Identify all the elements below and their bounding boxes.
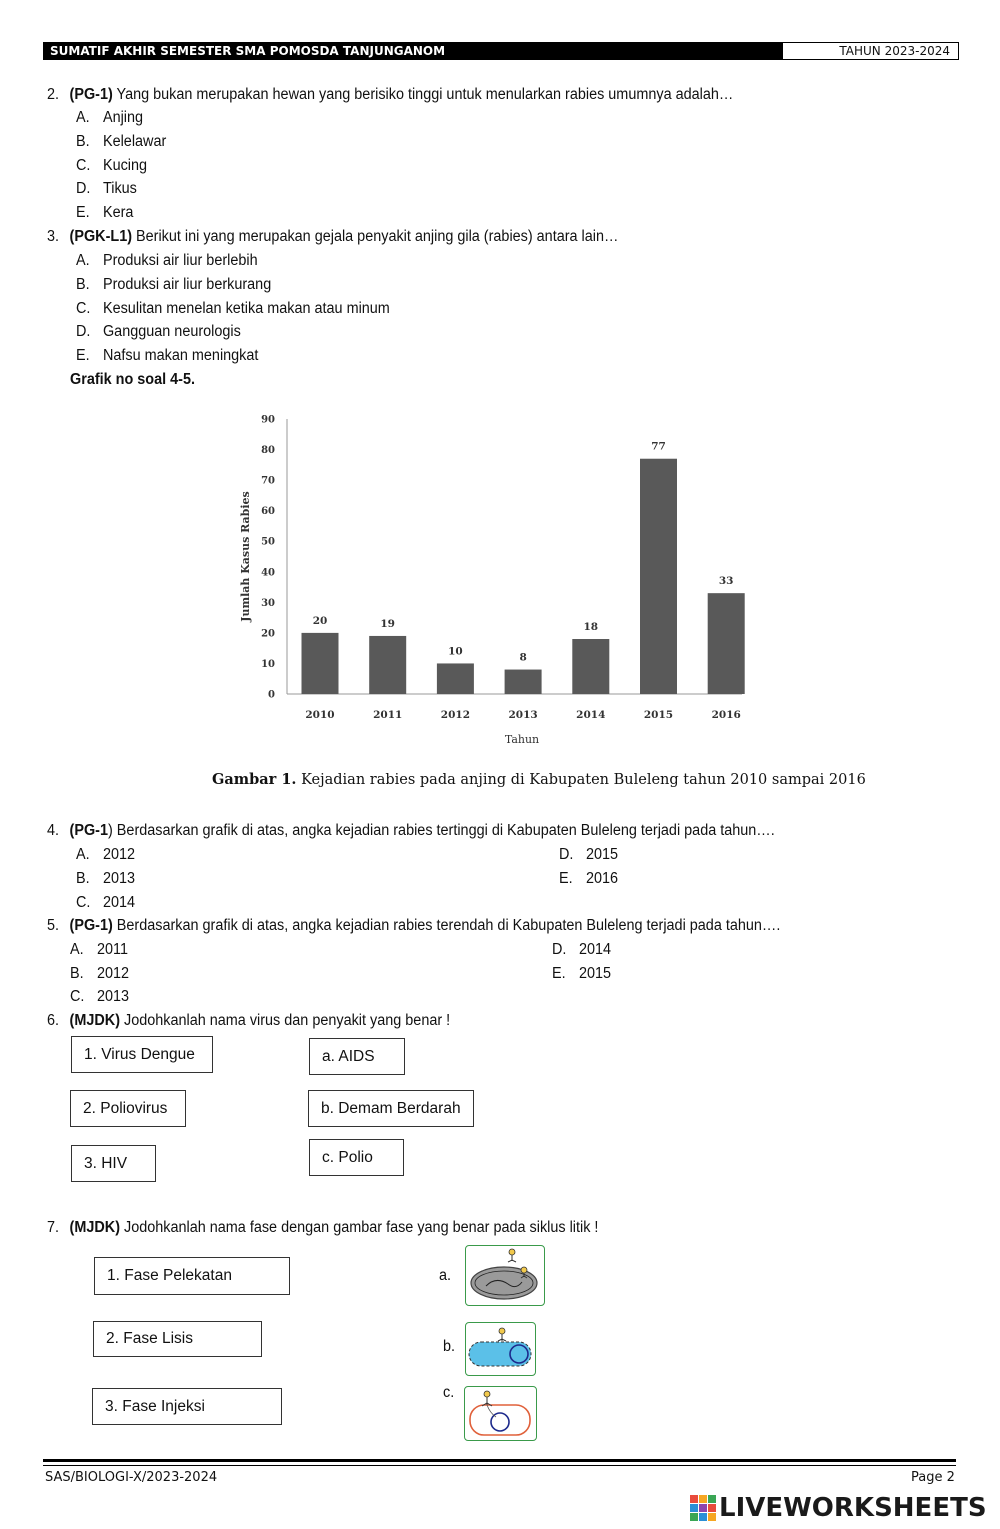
document-header-year: TAHUN 2023-2024 [782,42,959,60]
question-tag: (PGK-L1) [69,228,133,245]
option-letter: E. [76,347,90,364]
match-right-aids[interactable]: a. AIDS [309,1038,405,1075]
question-tag: (MJDK) [69,1012,121,1029]
question-tag: (PG-1 [69,822,109,839]
y-tick-label: 70 [261,475,275,487]
x-tick-label: 2012 [440,709,471,721]
bar-value-label: 33 [718,575,734,588]
match-left-hiv[interactable]: 3. HIV [71,1145,156,1182]
bar-value-label: 20 [312,614,328,627]
footer-divider [43,1459,956,1462]
option-text: Kelelawar [102,133,167,150]
y-tick-label: 90 [261,414,275,426]
question-4 [47,821,775,841]
match-left-fase-injeksi[interactable]: 3. Fase Injeksi [92,1388,282,1425]
match-left-fase-pelekatan[interactable]: 1. Fase Pelekatan [94,1257,290,1295]
option-letter: B. [76,870,90,887]
liveworksheets-logo-icon [690,1495,716,1521]
answer-option[interactable] [552,964,611,984]
answer-option[interactable] [76,132,166,152]
option-text: Produksi air liur berlebih [102,252,258,269]
bar-value-label: 77 [651,440,666,453]
question-text: ) Berdasarkan grafik di atas, angka kejadian rabies tertinggi di Kabupaten Buleleng terjadi pada tahun…. [108,822,775,839]
answer-option[interactable] [76,251,258,271]
bar-2013 [505,670,542,694]
option-letter: A. [70,941,84,958]
phase-image-c[interactable] [464,1386,537,1441]
option-letter: D. [76,180,91,197]
question-text: Berikut ini yang merupakan gejala penyakit anjing gila (rabies) antara lain… [132,228,619,245]
document-header-title: SUMATIF AKHIR SEMESTER SMA POMOSDA TANJUNGANOM [43,42,782,60]
option-letter: E. [559,870,573,887]
chart-svg [230,405,790,750]
y-tick-label: 80 [261,445,275,457]
answer-option[interactable] [559,869,618,889]
option-letter: A. [76,846,90,863]
match-right-label-b: b. [443,1338,456,1355]
question-tag: (PG-1) [69,86,113,103]
answer-option[interactable] [76,108,143,128]
answer-option[interactable] [76,299,390,319]
x-tick-label: 2013 [508,709,538,721]
question-6 [47,1011,450,1031]
answer-option[interactable] [76,845,135,865]
option-letter: C. [70,988,85,1005]
question-number: 2. [47,86,60,103]
option-text: 2012 [102,846,136,863]
option-text: 2013 [102,870,136,887]
option-text: Kera [102,204,134,221]
y-tick-label: 20 [261,628,275,640]
x-tick-label: 2015 [643,709,674,721]
answer-option[interactable] [552,940,611,960]
option-letter: C. [76,300,91,317]
question-3 [47,227,618,247]
footer-code: SAS/BIOLOGI-X/2023-2024 [45,1470,218,1485]
rabies-bar-chart [230,405,790,750]
option-text: Kesulitan menelan ketika makan atau minum [102,300,390,317]
x-axis-title: Tahun [504,733,540,746]
y-tick-label: 60 [261,506,275,518]
question-number: 6. [47,1012,60,1029]
option-letter: B. [70,965,84,982]
bar-2016 [708,593,745,694]
option-letter: A. [76,252,90,269]
question-7 [47,1218,598,1238]
option-text: 2016 [585,870,619,887]
option-text: 2011 [96,941,128,958]
x-tick-label: 2016 [711,709,741,721]
question-text: Jodohkanlah nama fase dengan gambar fase yang benar pada siklus litik ! [120,1219,599,1236]
answer-option[interactable] [76,869,135,889]
bar-2015 [640,459,677,694]
option-text: Kucing [102,157,148,174]
option-text: 2012 [96,965,130,982]
liveworksheets-logo-text: LIVEWORKSHEETS [719,1493,987,1523]
option-text: Nafsu makan meningkat [102,347,259,364]
bar-value-label: 18 [583,621,599,633]
option-letter: B. [76,276,90,293]
answer-option[interactable] [76,346,258,366]
question-text: Jodohkanlah nama virus dan penyakit yang benar ! [120,1012,451,1029]
footer-page-number: Page 2 [911,1470,955,1485]
option-text: Anjing [102,109,144,126]
match-left-poliovirus[interactable]: 2. Poliovirus [70,1090,186,1127]
y-axis-title: Jumlah Kasus Rabies [239,491,252,622]
phase-image-b[interactable] [465,1322,536,1376]
y-tick-label: 30 [261,597,275,609]
bar-value-label: 10 [448,645,463,658]
question-number: 5. [47,917,60,934]
bar-value-label: 19 [380,617,396,630]
match-right-label-a: a. [439,1267,452,1284]
answer-option[interactable] [76,203,133,223]
bar-2012 [437,663,474,694]
option-letter: C. [76,157,91,174]
match-right-polio[interactable]: c. Polio [309,1139,404,1176]
chart-caption-label: Gambar 1. [212,771,297,788]
match-right-demam-berdarah[interactable]: b. Demam Berdarah [308,1090,474,1127]
bar-2010 [302,633,339,694]
footer-divider-thin [43,1465,956,1466]
question-tag: (PG-1) [69,917,113,934]
option-letter: D. [76,323,91,340]
answer-option[interactable] [76,322,241,342]
graph-label: Grafik no soal 4-5. [70,371,195,388]
bacterium-lysis-icon [466,1323,534,1374]
question-tag: (MJDK) [69,1219,121,1236]
answer-option[interactable] [76,179,137,199]
bar-2011 [369,636,406,694]
question-number: 7. [47,1219,60,1236]
answer-option[interactable] [70,964,129,984]
question-5 [47,916,780,936]
chart-caption-text: Kejadian rabies pada anjing di Kabupaten Buleleng tahun 2010 sampai 2016 [296,772,866,788]
bar-2014 [572,639,609,694]
answer-option[interactable] [559,845,618,865]
question-text: Berdasarkan grafik di atas, angka kejadian rabies terendah di Kabupaten Buleleng terjadi pada tahun…. [112,917,781,934]
option-text: 2013 [96,988,130,1005]
answer-option[interactable] [76,893,135,913]
answer-option[interactable] [76,156,147,176]
option-text: Tikus [102,180,137,197]
option-letter: D. [552,941,567,958]
match-left-virus-dengue[interactable]: 1. Virus Dengue [71,1036,213,1073]
match-left-fase-lisis[interactable]: 2. Fase Lisis [93,1321,262,1357]
match-right-label-c: c. [443,1384,455,1401]
option-text: 2015 [585,846,619,863]
option-letter: D. [559,846,574,863]
option-text: 2014 [578,941,612,958]
option-letter: E. [552,965,566,982]
option-text: Produksi air liur berkurang [102,276,272,293]
option-letter: E. [76,204,90,221]
bacteriophage-cell-icon [466,1246,543,1304]
question-number: 3. [47,228,60,245]
x-tick-label: 2010 [305,709,335,721]
option-letter: A. [76,109,90,126]
answer-option[interactable] [76,275,271,295]
option-letter: B. [76,133,90,150]
phage-injection-icon [465,1387,535,1439]
y-tick-label: 0 [268,689,275,701]
x-tick-label: 2014 [576,709,606,721]
question-2 [47,85,733,105]
liveworksheets-logo[interactable] [690,1491,990,1525]
question-number: 4. [47,822,60,839]
option-text: 2014 [102,894,136,911]
y-tick-label: 10 [261,658,275,670]
chart-caption [212,771,866,788]
option-letter: C. [76,894,91,911]
y-tick-label: 50 [261,536,275,548]
answer-option[interactable] [70,940,128,960]
x-tick-label: 2011 [373,709,403,721]
y-tick-label: 40 [261,567,275,579]
option-text: Gangguan neurologis [102,323,241,340]
bar-value-label: 8 [519,651,527,664]
option-text: 2015 [578,965,612,982]
answer-option[interactable] [70,987,129,1007]
phase-image-a[interactable] [465,1245,545,1306]
question-text: Yang bukan merupakan hewan yang berisiko tinggi untuk menularkan rabies umumnya adalah… [112,86,734,103]
